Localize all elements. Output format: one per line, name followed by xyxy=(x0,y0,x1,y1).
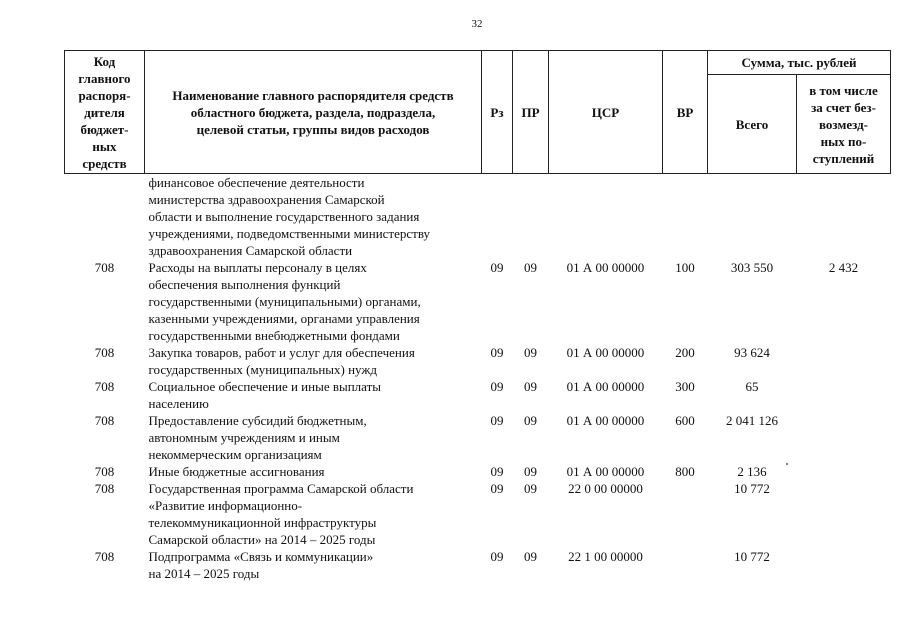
cell-grants: 2 432 xyxy=(828,260,859,275)
header-row-1 xyxy=(65,51,891,75)
cell-csr: 01 А 00 00000 xyxy=(566,379,645,394)
cell-rz: 09 xyxy=(490,260,504,275)
cell-csr: 01 А 00 00000 xyxy=(566,345,645,360)
column-header-sum: Сумма, тыс. рублей xyxy=(708,51,891,75)
cell-name: Подпрограмма «Связь и коммуникации» на 2014 – 2025 годы xyxy=(148,549,374,581)
cell-total: 10 772 xyxy=(734,481,770,496)
cell-name: финансовое обеспечение деятельности министерства здравоохранения Самарской области и выполнение государственного задания учреждениями, подведомственными министерству здравоохранения Самарской области xyxy=(148,175,431,258)
cell-name: Социальное обеспечение и иные выплаты населению xyxy=(148,379,382,411)
cell-grants xyxy=(797,548,891,582)
cell-pr: 09 xyxy=(524,549,537,564)
column-header-total: Всего xyxy=(708,75,797,174)
cell-rz: 09 xyxy=(490,481,504,496)
cell-grants xyxy=(797,344,891,378)
cell-grants xyxy=(797,463,891,480)
cell-pr: 09 xyxy=(524,481,537,496)
cell-total: 2 136 xyxy=(737,464,767,479)
cell-rz xyxy=(482,174,513,260)
cell-pr: 09 xyxy=(524,260,537,275)
table-row xyxy=(65,259,891,344)
cell-code: 708 xyxy=(94,481,115,496)
cell-name: Государственная программа Самарской области «Развитие информационно- телекоммуникационной инфраструктуры Самарской области» на 2014 – 2025 годы xyxy=(148,481,414,547)
table-row xyxy=(65,480,891,548)
budget-table xyxy=(64,50,891,582)
cell-rz: 09 xyxy=(490,345,504,360)
cell-vr: 200 xyxy=(675,345,695,360)
cell-pr: 09 xyxy=(524,464,537,479)
cell-vr: 100 xyxy=(675,260,695,275)
column-header-pr: ПР xyxy=(513,51,549,174)
table-row xyxy=(65,378,891,412)
cell-csr xyxy=(549,174,663,260)
column-header-code: Код главного распоря- дителя бюджет- ных средств xyxy=(65,51,145,174)
column-header-vr: ВР xyxy=(663,51,708,174)
table-row xyxy=(65,463,891,480)
column-header-csr: ЦСР xyxy=(549,51,663,174)
cell-pr xyxy=(513,174,549,260)
cell-code xyxy=(65,174,145,260)
column-header-rz: Рз xyxy=(482,51,513,174)
cell-code: 708 xyxy=(94,464,115,479)
cell-code: 708 xyxy=(94,549,115,564)
page-number: 32 xyxy=(471,18,483,30)
cell-total: 93 624 xyxy=(734,345,770,360)
cell-code: 708 xyxy=(94,260,115,275)
table-row xyxy=(65,344,891,378)
cell-total xyxy=(708,174,797,260)
cell-total: 65 xyxy=(745,379,759,394)
cell-csr: 22 1 00 00000 xyxy=(568,549,643,564)
cell-rz: 09 xyxy=(490,464,504,479)
cell-grants xyxy=(797,378,891,412)
cell-grants xyxy=(797,480,891,548)
cell-csr: 01 А 00 00000 xyxy=(566,260,645,275)
cell-rz: 09 xyxy=(490,413,504,428)
cell-name: Закупка товаров, работ и услуг для обеспечения государственных (муниципальных) нужд xyxy=(148,345,415,377)
cell-name: Предоставление субсидий бюджетным, автономным учреждениям и иным некоммерческим организациям xyxy=(148,413,367,462)
table-row xyxy=(65,174,891,260)
cell-vr: 300 xyxy=(675,379,695,394)
cell-name: Расходы на выплаты персоналу в целях обеспечения выполнения функций государственными (муниципальными) органами, казенными учреждениями, органами управления государственными внебюджетными фондами xyxy=(148,260,421,343)
table-row xyxy=(65,548,891,582)
column-header-name: Наименование главного распорядителя средств областного бюджета, раздела, подраздела, целевой статьи, группы видов расходов xyxy=(145,51,482,174)
cell-rz: 09 xyxy=(490,379,504,394)
cell-code: 708 xyxy=(94,413,115,428)
cell-pr: 09 xyxy=(524,345,537,360)
cell-total: 303 550 xyxy=(730,260,774,275)
scan-speck xyxy=(786,463,788,465)
cell-vr xyxy=(663,548,708,582)
cell-vr xyxy=(663,480,708,548)
column-header-grants: в том числе за счет без- возмезд- ных по- ступлений xyxy=(797,75,891,174)
cell-rz: 09 xyxy=(490,549,504,564)
cell-csr: 01 А 00 00000 xyxy=(566,413,645,428)
cell-csr: 01 А 00 00000 xyxy=(566,464,645,479)
table-row xyxy=(65,412,891,463)
cell-grants xyxy=(797,412,891,463)
cell-pr: 09 xyxy=(524,379,537,394)
cell-total: 2 041 126 xyxy=(726,413,778,428)
cell-code: 708 xyxy=(94,345,115,360)
cell-pr: 09 xyxy=(524,413,537,428)
cell-grants xyxy=(797,174,891,260)
cell-name: Иные бюджетные ассигнования xyxy=(148,464,325,479)
cell-vr: 600 xyxy=(675,413,695,428)
cell-vr xyxy=(663,174,708,260)
cell-code: 708 xyxy=(94,379,115,394)
cell-total: 10 772 xyxy=(734,549,770,564)
cell-csr: 22 0 00 00000 xyxy=(568,481,643,496)
cell-vr: 800 xyxy=(675,464,695,479)
